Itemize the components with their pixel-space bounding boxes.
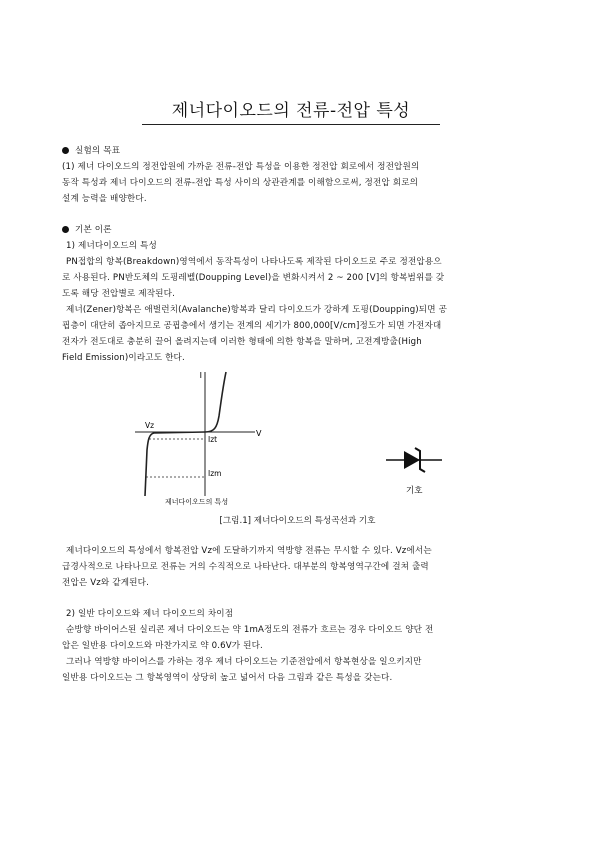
objective-line-1: (1) 제너 다이오드의 정전압원에 가까운 전류-전압 특성을 이용한 정전압 회로에서 정전압원의 [62,162,420,172]
breakdown-para-line-2: 급경사적으로 나타나므로 전류는 거의 수직적으로 나타난다. 대부분의 항복영역구간에 걸쳐 출력 [62,562,429,572]
breakdown-para-line-1: 제너다이오드의 특성에서 항복전압 Vz에 도달하기까지 역방향 전류는 무시할 수 있다. Vz에서는 [66,546,432,556]
i-axis-label: I [199,371,202,380]
difference-line-4: 일반용 다이오드는 그 항복영역이 상당히 높고 넓어서 다음 그림과 같은 특성을 갖는다. [62,673,393,683]
bullet-icon [62,226,69,233]
zener-symbol [384,440,444,500]
theory-para1-line-2: 로 사용된다. PN반도체의 도핑레벨(Doupping Level)을 변화시켜서 2 ~ 200 [V]의 항복범위를 갖 [62,273,445,283]
page-title: 제너다이오드의 전류-전압 특성 [171,101,411,121]
heading-text: 실험의 목표 [75,146,121,156]
vz-label: Vz [145,421,155,430]
theory-para2-line-3: 전자가 전도대로 충분히 끌어 올려지는데 이러한 형태에 의한 항복을 말하며, 고전계방출(High [62,337,422,347]
bullet-icon [62,147,69,154]
symbol-caption: 기호 [406,486,423,496]
subheading-diode-difference: 2) 일반 다이오드와 제너 다이오드의 차이점 [66,609,234,619]
difference-line-2: 압은 일반용 다이오드와 마찬가지로 약 0.6V가 된다. [62,641,263,651]
theory-para1-line-1: PN접합의 항복(Breakdown)영역에서 동작특성이 나타나도록 제작된 다이오드로 주로 정전압용으 [66,257,442,267]
theory-para2-line-1: 제너(Zener)항복은 애벌런치(Avalanche)항복과 달리 다이오드가 강하게 도핑(Doupping)되면 공 [66,305,448,315]
difference-line-1: 순방향 바이어스된 실리콘 제너 다이오드는 약 1mA정도의 전류가 흐르는 경우 다이오드 양단 전 [66,625,434,635]
zener-characteristic-graph [130,366,280,511]
objective-line-3: 설계 능력을 배양한다. [62,194,147,204]
difference-line-3: 그러나 역방향 바이어스를 가하는 경우 제너 다이오드는 기준전압에서 항복현상을 일으키지만 [66,657,422,667]
theory-para1-line-3: 도록 해당 전압별로 제작된다. [62,289,175,299]
izt-label: Izt [208,435,218,444]
heading-text: 기본 이론 [75,225,112,235]
theory-para2-line-2: 핍층이 대단히 좁아지므로 공핍층에서 생기는 전계의 세기가 800,000[V/cm]정도가 되면 가전자대 [62,321,442,331]
section-heading-theory [62,225,112,236]
title-underline [142,124,440,125]
theory-para2-line-4: Field Emission)이라고도 한다. [62,353,185,363]
figure-caption: [그림.1] 제너다이오드의 특성곡선과 기호 [219,516,376,526]
v-axis-label: V [256,429,262,438]
section-heading-objective [62,146,120,157]
izm-label: Izm [208,469,222,478]
objective-line-2: 동작 특성과 제너 다이오드의 전류-전압 특성 사이의 상관관계를 이해함으로써, 정전압 회로의 [62,178,419,188]
breakdown-para-line-3: 전압은 Vz와 같게된다. [62,578,149,588]
subheading-zener-characteristics: 1) 제너다이오드의 특성 [66,241,157,251]
graph-caption: 제너다이오드의 특성 [165,498,229,506]
